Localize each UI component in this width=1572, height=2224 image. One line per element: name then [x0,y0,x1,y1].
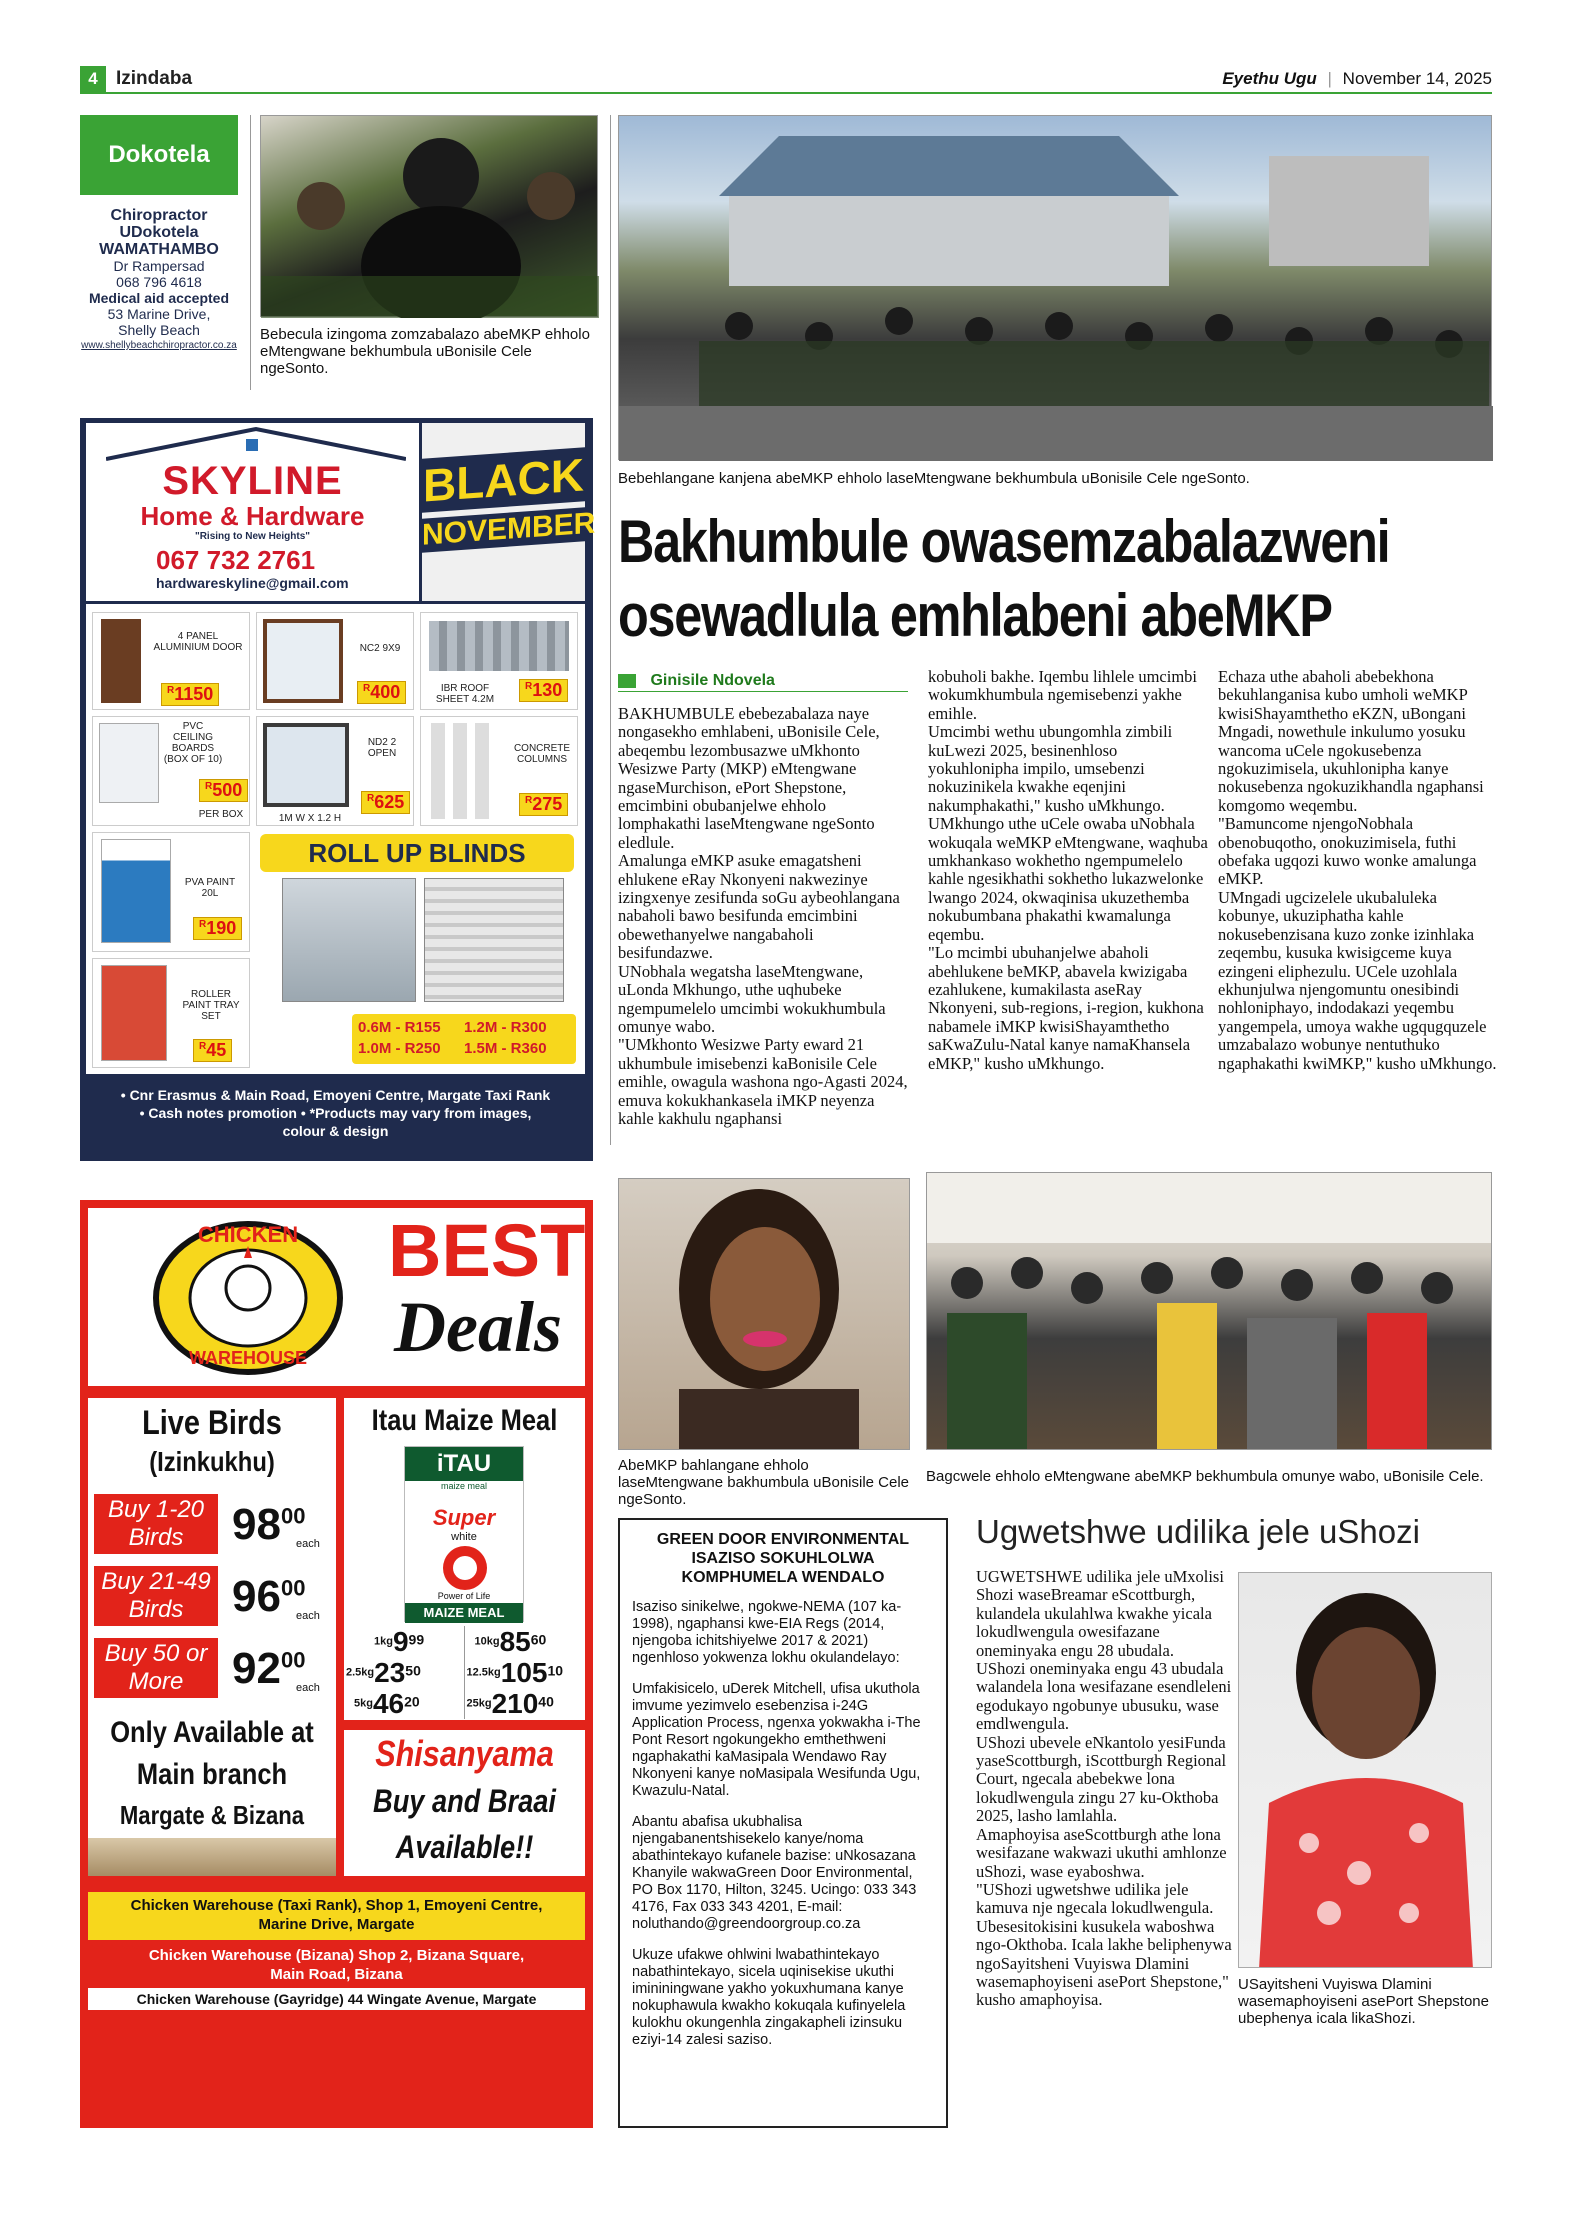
lion-icon [435,1543,495,1593]
product-paint [92,832,250,952]
buy-braai: Buy and Braai [373,1783,556,1819]
black-november-banner [422,423,596,601]
window-icon [263,723,349,807]
green-door-notice [618,1518,948,2128]
skyline-brand: SKYLINE [162,459,343,503]
shozi-headline: Ugwetshwe udilika jele uShozi [976,1513,1420,1550]
blinds-price: 1.2M - R300 [464,1019,547,1036]
dokotela-phone: 068 796 4618 [116,274,202,290]
maize-size: 2.5kg [346,1666,375,1679]
maize-power: Power of Life [437,1591,491,1601]
notice-para-2: Umfakisicelo, uDerek Mitchell, ufisa ukuthola imvume yezimvelo esebenzisa i-24G Application Process, ngenxa yokwakha i-The Pont Resort ngokungekho emthethweni ngaphakathi kaMasipala Wendawo Ray Nkonyeni kanye noMasipala Wesifunda Ugu, Kwazulu-Natal. [632,1681,921,1799]
dokotela-medical: Medical aid accepted [88,290,230,306]
maize-size: 1kg [374,1635,393,1648]
rally-photo-large-graphic [619,116,1493,461]
maize-price [465,1688,586,1719]
maize-title: Itau Maize Meal [371,1404,558,1437]
maize-cents: 40 [538,1693,554,1710]
maize-size: 10kg [474,1635,500,1648]
maize-price [344,1657,465,1688]
maize-rand: 85 [499,1626,531,1657]
product-door [92,612,250,710]
skyline-footer-line1: • Cnr Erasmus & Main Road, Emoyeni Centre, Margate Taxi Rank [120,1087,551,1103]
price-cents: 00 [280,1575,306,1601]
live-birds-panel [88,1398,336,1876]
product-price [361,791,410,814]
article-column-3: Echaza uthe abaholi abebekhona bekuhlanganisa kubo umholi weMKP kwisiShayamthetho eKZN, uBongani Mngadi, nowethule inkulumo yosuku wancoma uCele ngokusebenza ngokuzimisela, ukuhlonipha kanye nokusebenza ngokuzikhandla ngaphansi komgomo weqembu. "Bamuncome njengoNobhala obenobuqotho, onokuzimisela, futhi obefaka ugqozi kuwo wonke amalunga eMKP. UMngadi ugcizelele ukubaluleka kobunye, ukuziphatha kahle nokusebenzisana kuzo zonke izinhlaka zeqembu, kusuka kwisigceme kuya ezingeni eliphezulu. UCele uzohlala ekhunjulwa njengomuntu onesibindi nohloniphayo, indodakazi yeqembu yangempela, umoya wakhe ugqugquzele umzabalazo wobunye nentuthuko ngaphakathi kwiMKP," kusho uMkhungo. [1218,668,1497,1073]
blinds-title: ROLL UP BLINDS [260,834,574,872]
product-note: PER BOX [198,809,244,820]
column-icon [475,723,489,819]
product-name: PVA PAINT 20L [184,877,236,899]
product-price [519,679,568,702]
price-value: 275 [532,794,563,814]
notice-title: GREEN DOOR ENVIRONMENTAL ISAZISO SOKUHLOLWA KOMPHUMELA WENDALO [656,1531,910,1586]
maize-cents: 50 [405,1662,421,1679]
price-cents: 00 [280,1503,306,1529]
currency: R [199,919,207,930]
tier-unit: each [296,1682,320,1694]
maize-cents: 10 [547,1662,564,1679]
maize-cents: 20 [404,1693,420,1710]
portrait-photo [618,1178,910,1450]
maize-rand: 46 [372,1688,405,1719]
product-nd2 [256,716,414,826]
product-nc2 [256,612,414,710]
maize-sub: maize meal [440,1481,487,1491]
tier-2 [94,1566,330,1632]
shisanyama-title: Shisanyama [375,1733,554,1774]
price-value: 190 [206,918,237,938]
live-birds-title: Live Birds [142,1404,282,1442]
maize-white: white [451,1531,477,1543]
page-number: 4 [80,66,106,92]
tier-price [232,1500,305,1550]
crowd-photo-graphic [927,1173,1492,1450]
tier-label: Buy 21-49 Birds [94,1566,218,1626]
headline-line-1: Bakhumbule owasemzabalazweni [618,508,1390,575]
rally-photo-large-caption: Bebehlangane kanjena abeMKP ehholo laseMtengwane bekhumbula uBonisile Cele ngeSonto. [618,470,1250,487]
maize-size: 12.5kg [466,1666,501,1679]
best-label: BEST [388,1209,586,1292]
currency: R [363,683,371,694]
maize-super: Super [432,1505,496,1530]
available-label: Available!! [395,1829,534,1865]
product-roof [420,612,578,710]
window-icon [263,619,343,703]
product-grid [86,604,585,1074]
currency: R [199,1041,207,1052]
product-price [519,793,568,816]
chicken-logo-top: CHICKEN [197,1222,299,1247]
shozi-photo [1238,1572,1492,1968]
paint-bucket-icon [101,839,171,943]
header-right [1222,69,1492,89]
november-label: NOVEMBER [422,506,596,552]
shozi-photo-caption: USayitsheni Vuyiswa Dlamini wasemaphoyiseni asePort Shepstone ubephenya icala likaShozi. [1238,1976,1489,2027]
notice-para-3: Abantu abafisa ukubhalisa njengabanentshisekelo kanye/noma abathintekayo kufanele bazise: uNkosazana Khanyile wakwaGreen Door Environmental, PO Box 1170, Hilton, 3245. Ucingo: 033 343 4176, Fax 033 343 4201, E-mail: noluthando@greendoorgroup.co.za [632,1814,917,1932]
maize-size: 5kg [354,1697,373,1710]
product-name: ND2 2 OPEN [367,737,397,759]
deals-label: Deals [394,1287,562,1367]
maize-price [465,1626,586,1657]
skyline-brand-sub: Home & Hardware [140,501,365,531]
shisanyama-panel [344,1730,585,1876]
dokotela-website[interactable]: www.shellybeachchiropractor.co.za [81,340,237,351]
chicken-top-panel [88,1208,585,1386]
blinds-panel [256,832,578,1068]
maize-rand: 105 [500,1657,548,1688]
rally-photo-small-caption: Bebecula izingoma zomzabalazo abeMKP ehholo eMtengwane bekhumbula uBonisile Cele ngeSonto. [260,326,590,377]
price-rand: 98 [232,1500,281,1549]
price-rand: 96 [232,1572,281,1621]
article-column-2: kobuholi bakhe. Iqembu lihlele umcimbi wokumkhumbula ngemisebenzi yakhe emihle. Umcimbi wethu ubungomhla zimbili kuLwezi 2025, besinenhloso yokuhlonipha impilo, umsebenzi nokuzinikela kwakhe eqenjini nakumphakathi," kusho uMkhungo. UMkhungo uthe uCele owaba uNobhala wokuqala weMKP eMtengwane, waqhuba umkhankaso wokhetho ngempumelelo kahle ngesikhathi sokhetho lukazwelonke lwango 2024, okwaqinisa ukuzethemba nokubumbana phakathi kwamalunga eqembu. "Lo mcimbi ubuhanjelwe abaholi abehlukene beMKP, abavela kwizigaba ezahlukene, kumakilasta aseRay Nkonyeni, sub-regions, i-region, kukhona nabamele iMKP kwisiShayamthetho saKwaZulu-Natal kanye namaKhansela eMKP," kusho uMkhungo. [928,668,1208,1073]
chickens-photo [88,1838,336,1876]
price-rand: 92 [232,1644,281,1693]
blinds-price: 0.6M - R155 [358,1019,441,1036]
product-price [193,1039,232,1062]
maize-panel [344,1398,585,1720]
tier-unit: each [296,1538,320,1550]
price-cents: 00 [280,1647,306,1673]
portrait-photo-graphic [619,1179,910,1450]
crowd-photo [926,1172,1492,1450]
product-name: IBR ROOF SHEET 4.2M [435,683,495,705]
chicken-addresses [88,1884,585,2120]
currency: R [367,793,375,804]
tier-label: Buy 1-20 Birds [94,1494,218,1554]
skyline-header [86,423,419,601]
chicken-warehouse-ad [80,1200,593,2128]
price-value: 130 [532,680,563,700]
tier-label: Buy 50 or More [94,1638,218,1698]
roller-icon [101,965,167,1061]
currency: R [205,781,213,792]
chicken-address-3: Chicken Warehouse (Gayridge) 44 Wingate Avenue, Margate [88,1988,585,2010]
portrait-photo-caption: AbeMKP bahlangane ehholo laseMtengwane bakhumbula uBonisile Cele ngeSonto. [618,1457,910,1508]
product-name: CONCRETE COLUMNS [513,743,571,765]
product-pvc [92,716,250,826]
column-divider [250,115,251,390]
maize-rand: 9 [392,1626,409,1657]
skyline-footer [86,1086,585,1154]
product-price [199,779,248,802]
skyline-tagline: "Rising to New Heights" [194,531,311,542]
product-name: ROLLER PAINT TRAY SET [182,989,240,1022]
product-price [357,681,406,704]
house-roof-icon [106,425,406,461]
maize-meal-label: MAIZE MEAL [405,1603,523,1623]
product-name: 4 PANEL ALUMINIUM DOOR [153,631,243,653]
product-columns [420,716,578,826]
article-column-1: BAKHUMBULE ebebezabalaza naye nongasekho emhlabeni, uBonisile Cele, abeqembu lezombusazwe uMkhonto Wesizwe Party (MKP) eMtengwane ngaseMurchison, ePort Shepstone, emcimbini obubanjelwe ehholo lomphakathi laseMtengwane ngeSonto eledlule. Amalunga eMKP asuke emagatsheni ehlukene eRay Nkonyeni nakwezinye izingxenye zesifunda soGu aybeohlangana nabaholi bawo besifunda emcimbini obewethanyelwe nangabaholi besifundazwe. UNobhala wegatsha laseMtengwane, uLonda Mkhungo, uthe uqhubeke ngempumelelo umcimbi wokukhumbula omunye wabo. "UMkhonto Wesizwe Party eward 21 ukhumbule imisebenzi kaBonisile Cele emihle, owagula washona ngo-Agasti 2024, emuva kokukhankasela iMKP neyenza kahle kakhulu ngaphansi [618,705,908,1128]
rally-photo-large [618,115,1492,460]
rally-photo-small-graphic [261,116,599,318]
maize-price [465,1657,586,1688]
chicken-logo-bottom: WAREHOUSE [188,1348,307,1368]
product-price [161,683,219,706]
price-value: 1150 [174,684,214,704]
tier-price [232,1644,305,1694]
tier-1 [94,1494,330,1560]
skyline-email[interactable]: hardwareskyline@gmail.com [156,575,349,591]
header-separator: | [1327,69,1332,88]
byline-marker [618,674,636,688]
page-header [80,66,1492,94]
skyline-ad [80,418,596,1161]
headline-line-2: osewadlula emhlabeni abeMKP [618,582,1332,649]
chicken-address-1: Chicken Warehouse (Taxi Rank), Shop 1, Emoyeni Centre, Marine Drive, Margate [88,1892,585,1940]
maize-price-grid [344,1626,585,1720]
price-value: 400 [370,682,401,702]
notice-para-1: Isaziso sinikelwe, ngokwe-NEMA (107 ka-1998), ngaphansi kwe-EIA Regs (2014, njengoba ichitshiyelwe 2017 & 2021) ngenhloso yokwenza lokhu okulandelayo: [632,1599,902,1666]
byline [618,672,908,692]
issue-date: November 14, 2025 [1342,69,1492,88]
maize-brand: iTAU [405,1447,523,1481]
black-label: BLACK [423,448,584,512]
byline-name: Ginisile Ndovela [650,672,775,689]
door-icon [101,619,141,703]
blinds-prices [352,1014,576,1064]
live-birds-subtitle: (Izinkukhu) [149,1446,275,1477]
rally-photo-small [260,115,598,317]
maize-bag-image [404,1446,524,1622]
roof-sheet-icon [429,621,569,671]
ceiling-board-icon [99,723,159,803]
column-divider [610,115,611,1145]
publication-name: Eyethu Ugu [1222,69,1317,88]
price-value: 500 [212,780,243,800]
skyline-footer-line2: • Cash notes promotion • *Products may vary from images, colour & design [139,1105,532,1139]
chicken-address-2: Chicken Warehouse (Bizana) Shop 2, Bizana Square, Main Road, Bizana [148,1947,525,1983]
column-icon [431,723,445,819]
maize-size: 25kg [466,1697,492,1710]
shozi-body: UGWETSHWE udilika jele uMxolisi Shozi waseBreamar eScottburgh, kulandela ukulahlwa kwakhe yicala lokudlwengula owesifazane oneminyaka engu 28 ubudala. UShozi oneminyaka engu 43 ubudala walandela lona wesifazane esendleleni egodukayo ngobunye ubusuku, wase emdlwengula. UShozi ubevele eNkantolo yesiFunda yaseScottburgh, iScottburgh Regional Court, ngecala abebekwe lona lokudlwengula zingu 27 ku-Okthoba 2025, lasho lamlahla. Amaphoyisa aseScottburgh athe lona wesifazane wakwazi ukuthi amhlonze uShozi, wase eyaboshwa. "UShozi ugwetshwe udilika jele kamuva nje ngecala lokudlwengula. Ubesesitokisini kusukela waboshwa ngo-Okthoba. Icala lakhe beliphenywa ngoSayitsheni Vuyiswa Dlamini wasemaphoyiseni asePort Shepstone," kusho amaphoyisa. [976,1568,1232,2010]
blinds-product-image [424,878,564,1002]
dokotela-address1: 53 Marine Drive, [107,306,211,322]
maize-rand: 210 [491,1688,539,1719]
dokotela-card [80,207,238,375]
currency: R [525,681,533,692]
maize-cents: 99 [408,1631,425,1648]
product-price [193,917,242,940]
only-available: Only Available at Main branch [110,1716,314,1791]
maize-rand: 23 [374,1657,406,1688]
blinds-room-image [282,878,416,1002]
product-note: 1M W X 1.2 H [278,813,342,824]
section-title: Izindaba [116,68,193,89]
tier-3 [94,1638,330,1704]
product-roller [92,958,250,1068]
blinds-price: 1.5M - R360 [464,1040,547,1057]
product-name: PVC CEILING BOARDS (BOX OF 10) [163,721,223,765]
dokotela-title: Chiropractor UDokotela WAMATHAMBO [99,207,219,258]
crowd-photo-caption: Bagcwele ehholo eMtengwane abeMKP bekhumbula omunye wabo, uBonisile Cele. [926,1468,1484,1485]
maize-price [344,1688,465,1719]
dokotela-label: Dokotela [80,115,238,195]
price-value: 625 [374,792,405,812]
column-icon [453,723,467,819]
maize-price [344,1626,465,1657]
dokotela-address2: Shelly Beach [118,322,200,338]
currency: R [525,795,533,806]
dokotela-name: Dr Rampersad [113,258,205,274]
tier-price [232,1572,305,1622]
maize-cents: 60 [530,1631,547,1648]
price-value: 45 [206,1040,227,1060]
blinds-price: 1.0M - R250 [358,1040,441,1057]
dokotela-ad [80,115,238,377]
notice-para-4: Ukuze ufakwe ohlwini lwabathintekayo nabathintekayo, sicela uqinisekise ukuthi imininingwane yakho yokuxhumana kanye nokuphawula kwakho kokuqala kufinyelela kulokhu okungenhla zingakapheli izinsuku eziyi-14 zalesi saziso. [632,1947,906,2048]
shozi-photo-graphic [1239,1573,1492,1968]
currency: R [167,685,175,696]
article-headline [618,505,1498,653]
branch-towns: Margate & Bizana [119,1800,305,1830]
tier-unit: each [296,1610,320,1622]
skyline-phone[interactable]: 067 732 2761 [156,545,316,575]
product-name: NC2 9X9 [359,643,401,654]
